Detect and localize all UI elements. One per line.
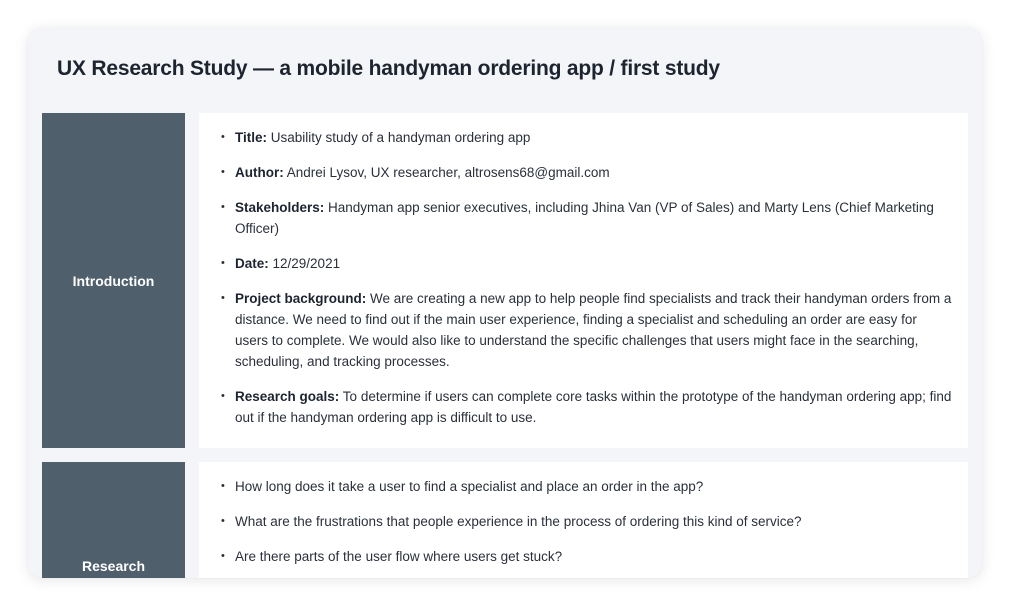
section-label-research: Research	[42, 462, 185, 578]
section-label-introduction: Introduction	[42, 113, 185, 448]
item-key: Date:	[235, 256, 269, 271]
list-item-author	[221, 162, 952, 183]
study-card	[28, 28, 982, 578]
item-text: We are creating a new app to help people find specialists and track their handyman orders from a distance. We need to find out if the main user experience, finding a specialist and scheduling an order are easy for users to complete. We would also like to understand the specific challenges that users might face in the searching, scheduling, and tracking processes.	[235, 291, 952, 369]
item-key: Stakeholders:	[235, 200, 325, 215]
list-item-question: • Are there parts of the user flow where users get stuck?	[221, 546, 952, 567]
introduction-content	[199, 113, 968, 448]
list-item-date	[221, 253, 952, 274]
research-section	[42, 462, 968, 578]
item-key: Title:	[235, 130, 268, 145]
item-key: Research goals:	[235, 389, 340, 404]
research-questions-list	[221, 476, 952, 567]
list-item-stakeholders	[221, 197, 952, 239]
item-key: Author:	[235, 165, 284, 180]
item-text: Handyman app senior executives, including Jhina Van (VP of Sales) and Marty Lens (Chief Marketing Officer)	[235, 200, 934, 236]
item-text: Usability study of a handyman ordering app	[267, 130, 531, 145]
introduction-list	[221, 127, 952, 428]
list-item-question: • What are the frustrations that people experience in the process of ordering this kind of service?	[221, 511, 952, 532]
introduction-section	[42, 113, 968, 448]
list-item-title	[221, 127, 952, 148]
page-title: UX Research Study — a mobile handyman ordering app / first study	[57, 57, 720, 80]
item-text: 12/29/2021	[268, 256, 341, 271]
list-item-project-background	[221, 288, 952, 372]
item-key: Project background:	[235, 291, 367, 306]
list-item-question: • How long does it take a user to find a specialist and place an order in the app?	[221, 476, 952, 497]
item-text: To determine if users can complete core tasks within the prototype of the handyman ordering app; find out if the handyman ordering app is difficult to use.	[235, 389, 952, 425]
item-text: Andrei Lysov, UX researcher, altrosens68@gmail.com	[283, 165, 610, 180]
list-item-research-goals	[221, 386, 952, 428]
research-content	[199, 462, 968, 578]
